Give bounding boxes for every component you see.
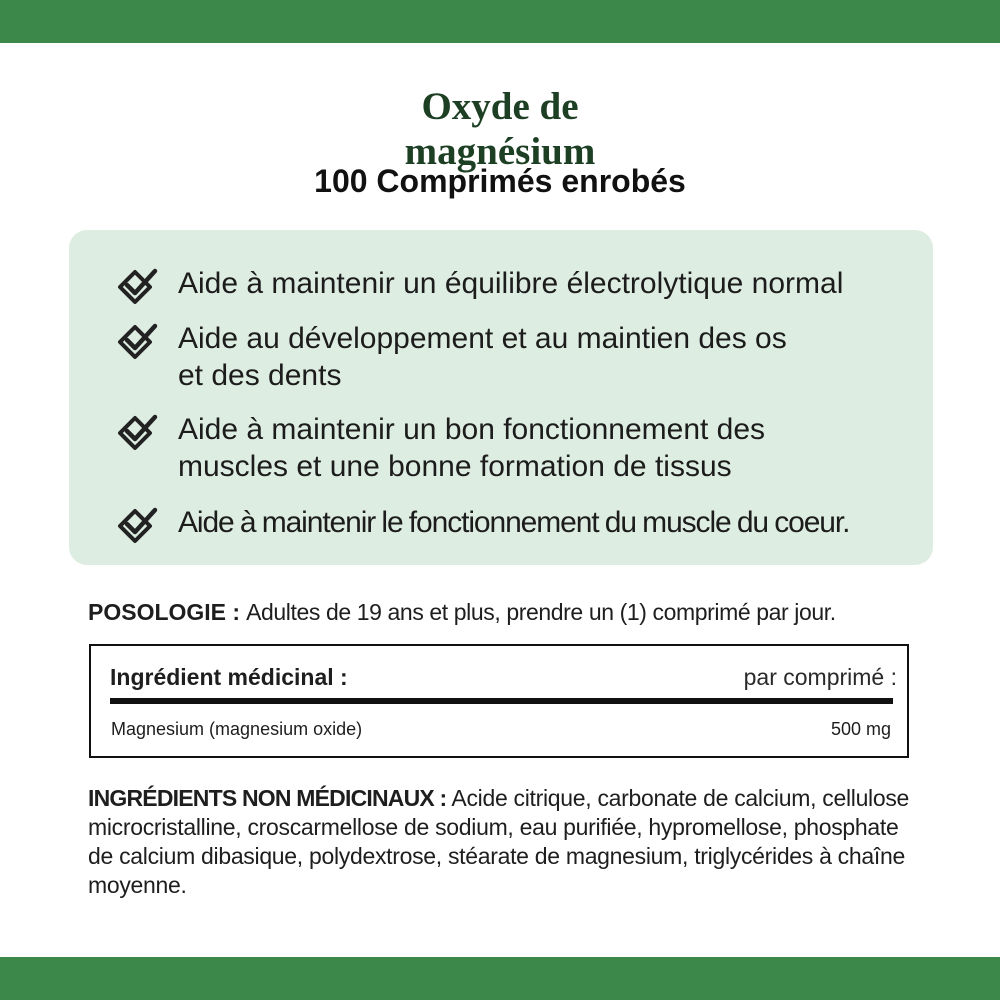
top-green-band: [0, 0, 1000, 43]
check-diamond-icon: [115, 412, 159, 452]
benefits-panel: [69, 230, 933, 565]
dosage-text: Adultes de 19 ans et plus, prendre un (1) comprimé par jour.: [246, 599, 836, 625]
table-divider: [110, 698, 893, 704]
table-row-amount: 500 mg: [830, 719, 891, 739]
tablet-count: 100 Comprimés enrobés: [314, 163, 686, 199]
bottom-green-band: [0, 957, 1000, 1000]
check-diamond-icon: [115, 266, 159, 306]
table-header-label: Ingrédient médicinal :: [110, 664, 348, 690]
benefit-line-1: Aide à maintenir un équilibre électrolytique normal: [178, 267, 844, 300]
product-title-line-2: magnésium: [404, 130, 596, 174]
benefit-text: [178, 504, 938, 541]
benefit-line-1: Aide au développement et au maintien des os: [178, 322, 787, 355]
benefit-line-2: muscles et une bonne formation de tissus: [178, 450, 732, 483]
non-medicinal-text: Acide citrique, carbonate de calcium, cellulose microcristalline, croscarmellose de sodium, eau purifiée, hypromellose, phosphate de calcium dibasique, polydextrose, stéarate de magnesium, triglycérides à chaîne moyenne.: [88, 785, 910, 898]
table-row-ingredient: Magnesium (magnesium oxide): [111, 719, 363, 739]
non-medicinal-label: INGRÉDIENTS NON MÉDICINAUX :: [88, 785, 447, 811]
benefit-line-1: Aide à maintenir le fonctionnement du muscle du coeur.: [178, 506, 850, 539]
check-diamond-icon: [115, 321, 159, 361]
check-diamond-icon: [115, 505, 159, 545]
benefit-line-1: Aide à maintenir un bon fonctionnement des: [178, 413, 766, 446]
benefit-text: [178, 265, 938, 302]
table-header-unit: par comprimé :: [743, 664, 897, 690]
non-medicinal-ingredients: [88, 784, 918, 900]
benefit-text: [178, 320, 938, 394]
product-title-line-1: Oxyde de: [421, 85, 579, 129]
dosage-line: [88, 597, 968, 627]
benefit-line-2: et des dents: [178, 359, 342, 392]
benefit-text: [178, 411, 938, 485]
medicinal-ingredient-table: [89, 644, 909, 758]
dosage-label: POSOLOGIE :: [88, 599, 241, 625]
